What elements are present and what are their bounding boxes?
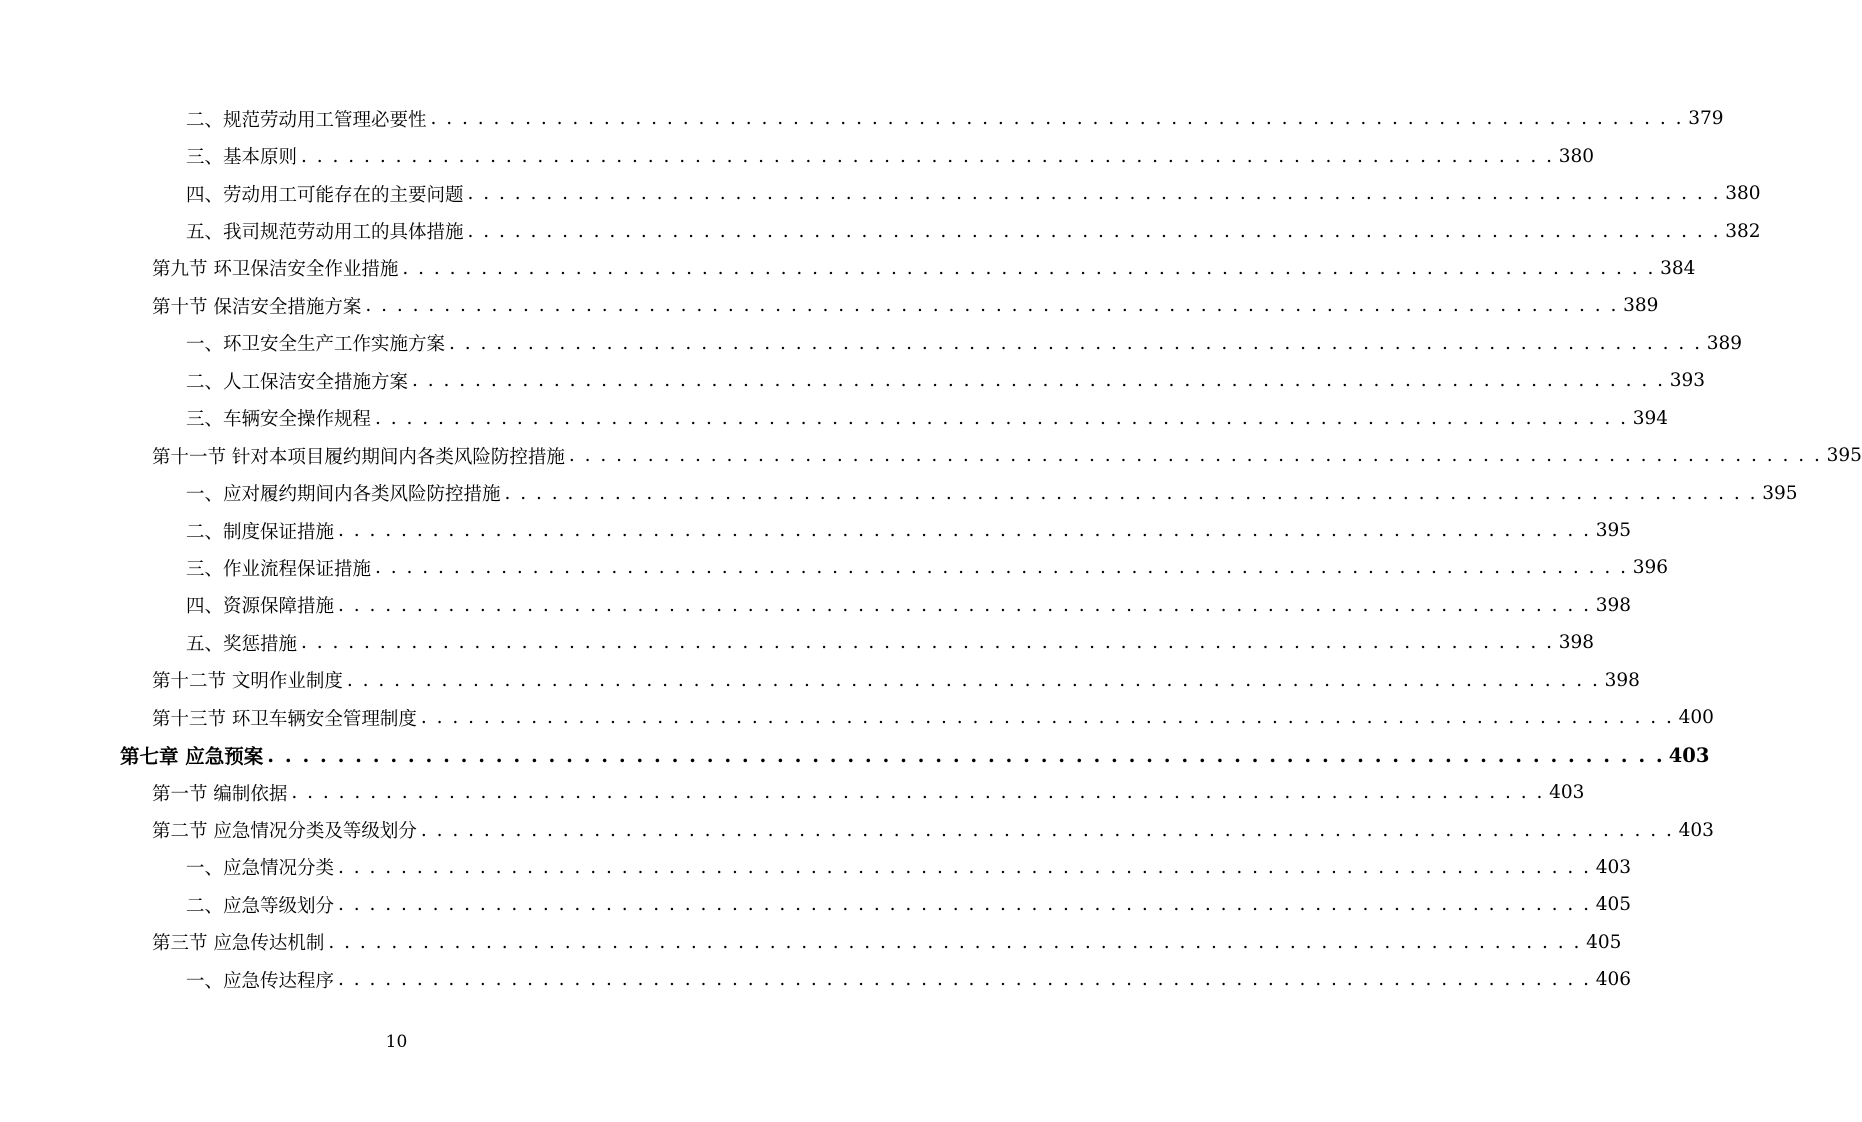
toc-entry-title: 二、人工保洁安全措施方案 (186, 371, 409, 393)
toc-entry-item[interactable] (120, 624, 1595, 661)
toc-entry-page: 395 (1826, 445, 1862, 467)
page-number: 10 (385, 1032, 408, 1052)
toc-entry-title: 第十二节 文明作业制度 (152, 671, 343, 693)
toc-entry-title: 二、制度保证措施 (186, 521, 335, 543)
toc-entry-title: 三、作业流程保证措施 (186, 558, 372, 580)
toc-entry-item[interactable] (120, 212, 1761, 249)
table-of-contents (120, 100, 1862, 999)
dot-leader: . . . . . . . . . . . . . . . . . . . . . . . . . . . . . . . . . . . . . . . . . . . . . . . . . . . . . . . . . . . . . . . . . . . . . . . . . . . . . . . . (267, 743, 1665, 767)
toc-entry-title: 三、车辆安全操作规程 (186, 409, 372, 431)
toc-entry-item[interactable] (120, 400, 1669, 437)
toc-entry-page: 389 (1706, 332, 1743, 354)
dot-leader: . . . . . . . . . . . . . . . . . . . . . . . . . . . . . . . . . . . . . . . . . . . . . . . . . . . . . . . . . . . . . . . . . . . . . . . . . . . . . . . . (420, 819, 1674, 841)
toc-entry-title: 三、基本原则 (186, 147, 298, 169)
toc-entry-page: 395 (1762, 482, 1798, 504)
toc-entry-item[interactable] (120, 549, 1669, 586)
toc-entry-item[interactable] (120, 100, 1724, 137)
toc-entry-section[interactable] (120, 699, 1714, 736)
toc-entry-section[interactable] (120, 287, 1659, 324)
dot-leader: . . . . . . . . . . . . . . . . . . . . . . . . . . . . . . . . . . . . . . . . . . . . . . . . . . . . . . . . . . . . . . . . . . . . . . . . . . . . . . . . (301, 145, 1555, 167)
toc-entry-page: 398 (1558, 632, 1595, 654)
toc-entry-page: 394 (1632, 407, 1669, 429)
toc-entry-section[interactable] (120, 924, 1622, 961)
toc-entry-page: 405 (1586, 931, 1622, 953)
toc-entry-page: 396 (1632, 557, 1669, 579)
toc-entry-page: 398 (1595, 594, 1632, 616)
toc-entry-page: 403 (1549, 782, 1585, 804)
toc-entry-page: 398 (1604, 669, 1640, 691)
dot-leader: . . . . . . . . . . . . . . . . . . . . . . . . . . . . . . . . . . . . . . . . . . . . . . . . . . . . . . . . . . . . . . . . . . . . . . . . . . . . . . . . (338, 594, 1592, 616)
toc-entry-section[interactable] (120, 250, 1696, 287)
dot-leader: . . . . . . . . . . . . . . . . . . . . . . . . . . . . . . . . . . . . . . . . . . . . . . . . . . . . . . . . . . . . . . . . . . . . . . . . . . . . . . . . (504, 482, 1758, 504)
dot-leader: . . . . . . . . . . . . . . . . . . . . . . . . . . . . . . . . . . . . . . . . . . . . . . . . . . . . . . . . . . . . . . . . . . . . . . . . . . . . . . . . (338, 894, 1592, 916)
toc-entry-title: 一、环卫安全生产工作实施方案 (186, 334, 446, 356)
dot-leader: . . . . . . . . . . . . . . . . . . . . . . . . . . . . . . . . . . . . . . . . . . . . . . . . . . . . . . . . . . . . . . . . . . . . . . . . . . . . . . . . (402, 257, 1656, 279)
toc-entry-title: 第九节 环卫保洁安全作业措施 (152, 259, 399, 281)
toc-entry-title: 四、劳动用工可能存在的主要问题 (186, 184, 464, 206)
dot-leader: . . . . . . . . . . . . . . . . . . . . . . . . . . . . . . . . . . . . . . . . . . . . . . . . . . . . . . . . . . . . . . . . . . . . . . . . . . . . . . . . (412, 370, 1666, 392)
toc-entry-item[interactable] (120, 362, 1706, 399)
dot-leader: . . . . . . . . . . . . . . . . . . . . . . . . . . . . . . . . . . . . . . . . . . . . . . . . . . . . . . . . . . . . . . . . . . . . . . . . . . . . . . . . (328, 931, 1582, 953)
toc-entry-title: 一、应急情况分类 (186, 858, 335, 880)
toc-entry-item[interactable] (120, 849, 1632, 886)
dot-leader: . . . . . . . . . . . . . . . . . . . . . . . . . . . . . . . . . . . . . . . . . . . . . . . . . . . . . . . . . . . . . . . . . . . . . . . . . . . . . . . . (449, 332, 1703, 354)
dot-leader: . . . . . . . . . . . . . . . . . . . . . . . . . . . . . . . . . . . . . . . . . . . . . . . . . . . . . . . . . . . . . . . . . . . . . . . . . . . . . . . . (375, 407, 1629, 429)
toc-entry-page: 403 (1678, 819, 1714, 841)
toc-entry-item[interactable] (120, 325, 1743, 362)
dot-leader: . . . . . . . . . . . . . . . . . . . . . . . . . . . . . . . . . . . . . . . . . . . . . . . . . . . . . . . . . . . . . . . . . . . . . . . . . . . . . . . . (291, 782, 1545, 804)
toc-entry-item[interactable] (120, 474, 1798, 511)
toc-entry-page: 400 (1678, 707, 1714, 729)
toc-entry-title: 一、应急传达程序 (186, 970, 335, 992)
toc-entry-title: 二、规范劳动用工管理必要性 (186, 109, 427, 131)
toc-entry-page: 405 (1595, 894, 1632, 916)
dot-leader: . . . . . . . . . . . . . . . . . . . . . . . . . . . . . . . . . . . . . . . . . . . . . . . . . . . . . . . . . . . . . . . . . . . . . . . . . . . . . . . . (338, 969, 1592, 991)
dot-leader: . . . . . . . . . . . . . . . . . . . . . . . . . . . . . . . . . . . . . . . . . . . . . . . . . . . . . . . . . . . . . . . . . . . . . . . . . . . . . . . . (338, 520, 1592, 542)
toc-entry-page: 395 (1595, 520, 1632, 542)
toc-entry-title: 第十节 保洁安全措施方案 (152, 296, 362, 318)
toc-entry-page: 384 (1660, 257, 1696, 279)
dot-leader: . . . . . . . . . . . . . . . . . . . . . . . . . . . . . . . . . . . . . . . . . . . . . . . . . . . . . . . . . . . . . . . . . . . . . . . . . . . . . . . . (467, 220, 1721, 242)
toc-entry-section[interactable] (120, 662, 1640, 699)
dot-leader: . . . . . . . . . . . . . . . . . . . . . . . . . . . . . . . . . . . . . . . . . . . . . . . . . . . . . . . . . . . . . . . . . . . . . . . . . . . . . . . . (430, 108, 1684, 130)
dot-leader: . . . . . . . . . . . . . . . . . . . . . . . . . . . . . . . . . . . . . . . . . . . . . . . . . . . . . . . . . . . . . . . . . . . . . . . . . . . . . . . . (365, 295, 1619, 317)
dot-leader: . . . . . . . . . . . . . . . . . . . . . . . . . . . . . . . . . . . . . . . . . . . . . . . . . . . . . . . . . . . . . . . . . . . . . . . . . . . . . . . . (568, 445, 1822, 467)
toc-entry-title: 第十三节 环卫车辆安全管理制度 (152, 708, 417, 730)
dot-leader: . . . . . . . . . . . . . . . . . . . . . . . . . . . . . . . . . . . . . . . . . . . . . . . . . . . . . . . . . . . . . . . . . . . . . . . . . . . . . . . . (338, 856, 1592, 878)
toc-entry-title: 第二节 应急情况分类及等级划分 (152, 821, 417, 843)
dot-leader: . . . . . . . . . . . . . . . . . . . . . . . . . . . . . . . . . . . . . . . . . . . . . . . . . . . . . . . . . . . . . . . . . . . . . . . . . . . . . . . . (346, 669, 1600, 691)
dot-leader: . . . . . . . . . . . . . . . . . . . . . . . . . . . . . . . . . . . . . . . . . . . . . . . . . . . . . . . . . . . . . . . . . . . . . . . . . . . . . . . . (467, 183, 1721, 205)
toc-entry-title: 第十一节 针对本项目履约期间内各类风险防控措施 (152, 446, 565, 468)
toc-entry-item[interactable] (120, 961, 1632, 998)
toc-entry-page: 380 (1558, 145, 1595, 167)
toc-entry-page: 380 (1725, 183, 1761, 205)
toc-entry-title: 五、奖惩措施 (186, 633, 298, 655)
toc-entry-title: 第一节 编制依据 (152, 783, 288, 805)
dot-leader: . . . . . . . . . . . . . . . . . . . . . . . . . . . . . . . . . . . . . . . . . . . . . . . . . . . . . . . . . . . . . . . . . . . . . . . . . . . . . . . . (375, 557, 1629, 579)
toc-entry-item[interactable] (120, 175, 1761, 212)
toc-entry-title: 第三节 应急传达机制 (152, 933, 325, 955)
toc-entry-page: 403 (1595, 856, 1632, 878)
toc-entry-title: 第七章 应急预案 (120, 745, 264, 769)
toc-entry-title: 四、资源保障措施 (186, 596, 335, 618)
dot-leader: . . . . . . . . . . . . . . . . . . . . . . . . . . . . . . . . . . . . . . . . . . . . . . . . . . . . . . . . . . . . . . . . . . . . . . . . . . . . . . . . (420, 707, 1674, 729)
toc-entry-section[interactable] (120, 811, 1714, 848)
toc-entry-item[interactable] (120, 137, 1595, 174)
toc-entry-page: 389 (1623, 295, 1659, 317)
toc-entry-section[interactable] (120, 774, 1585, 811)
toc-entry-section[interactable] (120, 437, 1862, 474)
toc-entry-page: 393 (1669, 370, 1706, 392)
toc-entry-item[interactable] (120, 512, 1632, 549)
toc-entry-item[interactable] (120, 886, 1632, 923)
toc-entry-title: 五、我司规范劳动用工的具体措施 (186, 222, 464, 244)
toc-entry-page: 382 (1725, 220, 1761, 242)
toc-entry-item[interactable] (120, 587, 1632, 624)
toc-entry-page: 403 (1668, 743, 1710, 767)
toc-entry-chapter[interactable] (120, 736, 1710, 773)
toc-entry-page: 379 (1688, 108, 1724, 130)
toc-entry-page: 406 (1595, 969, 1632, 991)
toc-entry-title: 一、应对履约期间内各类风险防控措施 (186, 484, 501, 506)
dot-leader: . . . . . . . . . . . . . . . . . . . . . . . . . . . . . . . . . . . . . . . . . . . . . . . . . . . . . . . . . . . . . . . . . . . . . . . . . . . . . . . . (301, 632, 1555, 654)
toc-entry-title: 二、应急等级划分 (186, 895, 335, 917)
